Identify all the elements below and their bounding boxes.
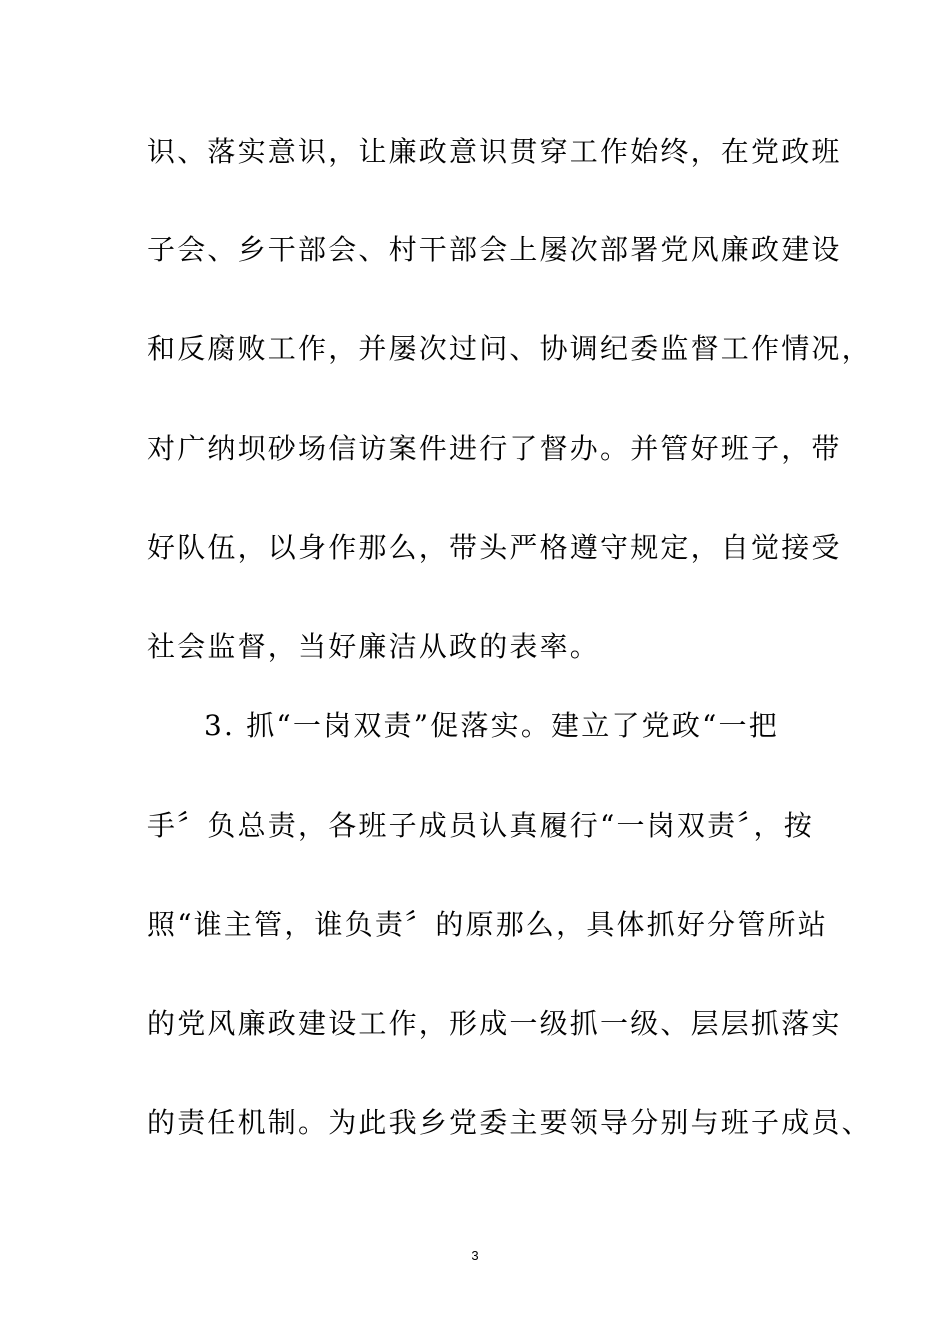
paragraph-heading-line: 3. 抓“一岗双责”促落实。建立了党政“一把 (204, 709, 779, 742)
body-text-line: 社会监督，当好廉洁从政的表率。 (147, 630, 601, 663)
body-text-line: 和反腐败工作，并屡次过问、协调纪委监督工作情况， (147, 332, 872, 365)
body-text-line: 识、落实意识，让廉政意识贯穿工作始终，在党政班 (147, 135, 842, 168)
body-text-line: 的责任机制。为此我乡党委主要领导分别与班子成员、 (147, 1106, 872, 1139)
body-text-line: 对广纳坝砂场信访案件进行了督办。并管好班子，带 (147, 432, 842, 465)
body-text-line: 好队伍，以身作那么，带头严格遵守规定，自觉接受 (147, 531, 842, 564)
body-text-line: 子会、乡干部会、村干部会上屡次部署党风廉政建设 (147, 233, 842, 266)
page-number: 3 (471, 1248, 479, 1263)
body-text-line: 的党风廉政建设工作，形成一级抓一级、层层抓落实 (147, 1007, 842, 1040)
body-text-line: 照“谁主管，谁负责〞的原那么，具体抓好分管所站 (147, 908, 828, 941)
body-text-line: 手〞负总责，各班子成员认真履行“一岗双责〞，按 (147, 809, 814, 842)
